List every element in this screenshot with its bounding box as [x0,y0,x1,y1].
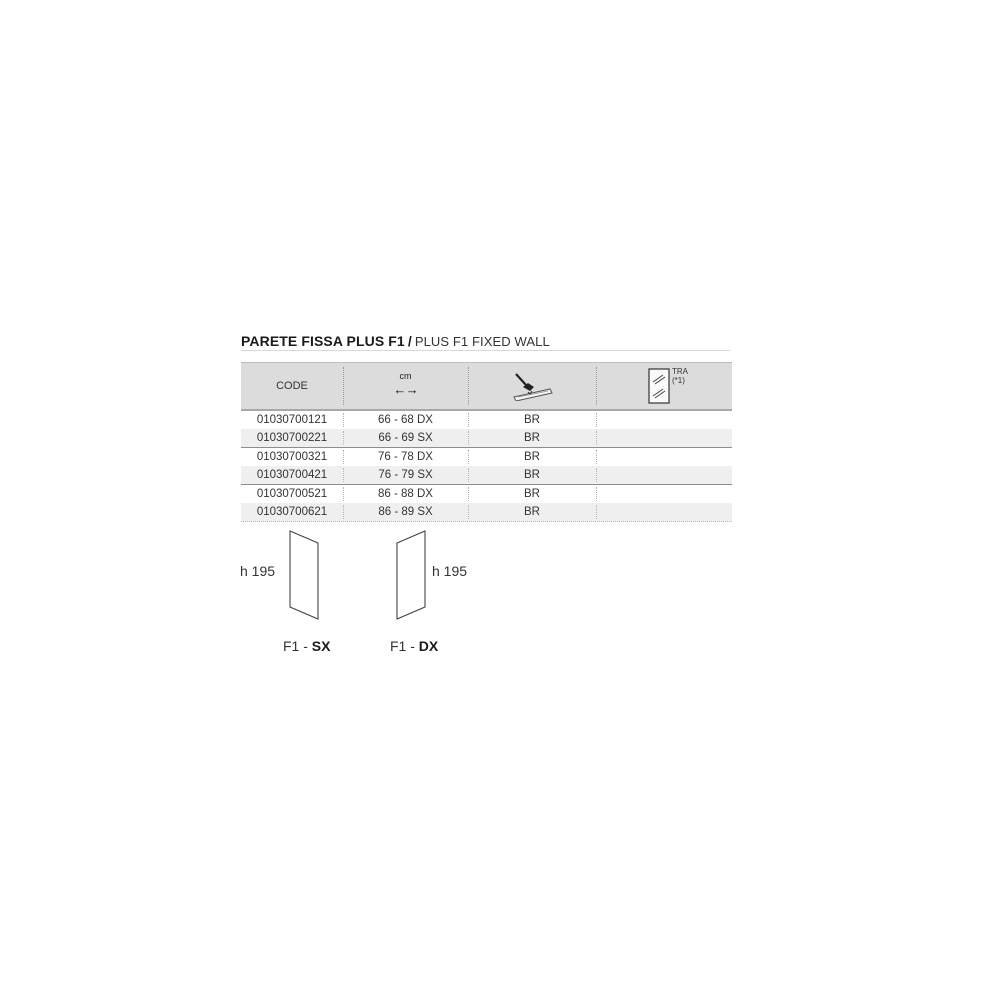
table-row [241,411,732,429]
header-finish [468,363,596,409]
row-code: 01030700121 [256,414,328,426]
row-glass [596,503,732,521]
row-size: 66 - 69 SX [378,432,433,444]
header-glass [596,363,732,409]
row-finish: BR [524,469,540,481]
product-table [241,362,732,522]
row-code: 01030700621 [256,506,328,518]
glass-note-label: (*1) [672,376,685,385]
row-finish: BR [524,506,540,518]
row-size: 66 - 68 DX [378,414,433,426]
header-size [343,363,468,409]
panel-sx-variant: SX [311,638,331,654]
row-finish: BR [524,451,540,463]
header-size-unit: cm [399,371,412,381]
profile-brush-icon [510,371,554,401]
table-row [241,485,732,503]
table-row [241,466,732,485]
panel-dx-diagram [393,528,429,622]
left-height-label: h 195 [240,563,276,579]
row-size: 76 - 79 SX [378,469,433,481]
glass-type-label: TRA [672,367,688,376]
row-finish: BR [524,432,540,444]
panel-sx-prefix: F1 - [283,638,312,654]
table-row [241,503,732,522]
panel-dx-prefix: F1 - [390,638,419,654]
glass-panel-icon [648,368,670,404]
row-glass [596,429,732,447]
title-subtitle: PLUS F1 FIXED WALL [414,334,550,349]
title-separator: / [407,333,412,349]
header-code [241,363,343,409]
row-glass [596,448,732,466]
panel-dx-variant: DX [418,638,439,654]
row-finish: BR [524,488,540,500]
row-size: 76 - 78 DX [378,451,433,463]
row-code: 01030700221 [256,432,328,444]
table-header [241,362,732,411]
page-title [241,333,550,349]
panel-sx-diagram [286,528,322,622]
row-code: 01030700321 [256,451,328,463]
width-arrows-icon: ← → [393,382,418,397]
title-main: PARETE FISSA PLUS F1 [241,333,405,349]
row-glass [596,466,732,484]
header-code-label: CODE [276,380,308,392]
row-glass [596,411,732,429]
title-divider [241,350,730,351]
table-row [241,448,732,466]
table-row [241,429,732,448]
row-glass [596,485,732,503]
row-size: 86 - 89 SX [378,506,433,518]
row-finish: BR [524,414,540,426]
row-code: 01030700521 [256,488,328,500]
right-height-label: h 195 [432,563,468,579]
row-code: 01030700421 [256,469,328,481]
panel-sx-label [283,638,330,654]
panel-dx-label [390,638,438,654]
row-size: 86 - 88 DX [378,488,433,500]
